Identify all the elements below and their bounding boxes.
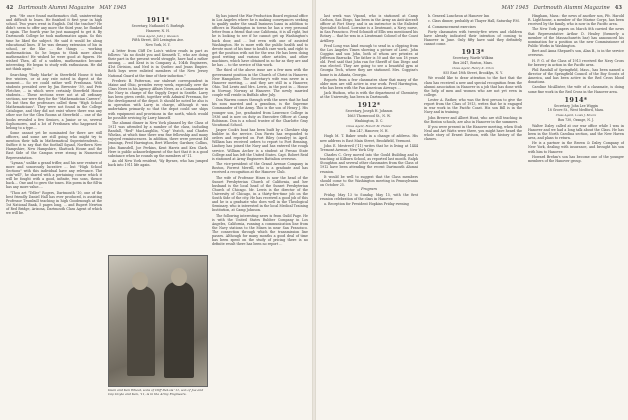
paragraph: He is a partner in the Brown & Daley Company of New York, dealing with insurance, and brought his son with him to Hanover. [528,141,624,154]
right-page-number: 43 [614,5,622,11]
paragraph: John E. Mestrevil ('11) writes that he is living at 1444 Tremont Avenue, New York City. [320,143,418,152]
paragraph: Frederic B. Patterson, our stalwart correspondent in Maine and Ohio, presides every week, especially over the Class News in his Agency Affairs News, as a Commander in the Navy in charge of the Supply Depot in Seattle. Larry has been given credit, together with Admiral Freeman, for the development of the depot. It should be noted he also is in operation with Larry in charge, although it was undertaken primarily so that the depot could use ships with equipment and provisions in the north, which would be possible sevicing by Larry himself. [108,78,208,120]
class-agent: Class Agent, Henry K. Urion [452,65,494,70]
paragraph: Ky has joined the War Production Board regional office in Los Angeles where he is making conveyances seeking to qualify under the small business loans in addition to officers in Washington in towns he has a very personal letter from a friend that one California, it is all right, but he is looking to see if he cannot get up Washington's back door, and ... but even with one of assisted Washington. He is more with the public health and to devote most of his time to health care work, and right to get the position with not for the war. He has been doing good writing and various other articles, and other machines, which have obtained in so far as they are and he has ... to the service of this work. [212,14,308,68]
paragraph: Friday, May 13 to Sunday, May 15, with the first reunion celebration of the class in Hanover. [320,193,418,202]
secretary-city: Washington, D. C. [354,119,384,124]
class-secretary: Secretary, John Lee Wiggin [554,103,598,108]
left-column-1 [6,14,102,414]
paragraph: Fred Long was kind enough to send in a clipping from the Los Angeles Times showing a picture of Lieut. John Coggins and son John, both of whom are privates at Jefferson Barracks. The father is 50 and the son 18 years old. Fred said that John ran for Sheriff of San Diego and was elected. They are going to see a beautiful gym at Georgia Tech, where they are stationed. Mrs. Coggins's home is in Atlanta, Georgia. [320,43,418,77]
paragraph: Bert and Anna Shepard's son, Alan B., is in the service overseas. [528,49,624,58]
right-page [316,0,628,420]
paragraph: Howard Brehm's son has become one of the younger members of the Hanover group. [528,154,624,163]
paragraph: A letter from Cliff De Lois's widow reads in part as follows: "As no doubt you and Kenneth T., who are doing their part in the present world struggle, have had a rather unsung, ... and Kent is in Company A, 104th Engineers, 41st Division, and Ned is in Quebec and Jeans Empire. Both boys were enlisted members of the New Jersey National Guard at the time of their induction." [108,48,208,78]
left-page-number: 42 [6,5,14,11]
paragraph: Forty classmates with twenty-five wives and children have already indicated their intention of coming to Hanover in June. Only fifty have said they definitely cannot come. [424,29,522,47]
right-issue: MAY 1945 [501,5,529,11]
secretary-address: 1663 Thornwood St., N. W. [347,114,391,119]
paragraph: "Lyman," unlike a grand trifler, and his new venture of more and sonorously lucrative ... but "High School Sections" with this individual have any relevance. The coin"will", he shared with a pertaining course which it will be fought with a good, infinite, two sons, thence back.... One and to grow the tones. His poem in the fill-in has any more value.... [6,160,102,190]
class-heading-1911: 1911* [146,16,170,24]
paragraph: We would like to draw attention to the fact that the class has received a new and special recognition from the alumni association in Hanover in a job that has done with the help of men and women who are not yet even in college. [424,76,522,97]
right-column-3 [528,14,624,414]
right-column-1 [320,14,418,414]
paragraph: Some cannot yet be nominated for there are still officers, and some are still going who might try to mention their talk in Mathematical Superintendents.... Suffice it to say that the football Squad, Northern New Hampshire, New Hampshire, Shattuck House and the East Side of the Campus were strong in Numerical Representation. [6,131,102,160]
right-magazine-title: Dartmouth Alumni Magazine [533,5,610,11]
agent-address: Fifth Street, 405 Lexington Ave. [132,38,184,43]
secretary-address: Hanover, N. H. [146,28,170,33]
paragraph: The following interesting news is from Guild Page. He is with the United States Rubber Company in Los Angeles, California, running a communication line from the Navy stations to the Mines in near San Francisco. The connection through which the transmission line passes. Although for many months a good deal of time has been spent on the study of pricing there is no definite result there has been no report ... [212,213,308,247]
left-issue: MAY 1945 [99,5,127,11]
secretary-address: 18 Grove St., West Medford, Mass. [547,108,605,113]
agent-address: Box 247, Hanover, N. H. [349,128,389,133]
paragraph: The New York papers on March 8th carried the news that Representative Arthur D. Healey (formerly a member of the Massachusetts bar) has announced his nomination for a position as the new Commissioner of Public Works in Washington. [528,27,624,48]
paragraph: last week was Vipond, who is stationed at Camp Carlson, San Diego, has been in the Army an Anti-Aircraft officer at Fort Story, and is an instructor in the Enlisted Specialist School. Lorraine is a lieutenant, a Navy nurse, in San Francisco. Fred Schmidt of Ellis was mentioned his Rotary ... that he was in a Lieutenant Colonel of the Coast Artillery. [320,14,418,43]
paragraph: "Thou art "Teller" Rogers, Dartmouth '10, one of the best friendly Daniel Hall has ever produced, is assisting Professor Trumbull teaching in high Goodenough at the 1st National Bank, 5 pages long, ... and Rupert Newton of Red Bridge, Arizona, Dartmouth Class Agent of which we will be. [6,190,102,216]
agent-address: Box 730, Orange, N. J. [558,118,594,123]
paragraph: The wife of Professor Hines is now the head of the Sunset Presbyterian Church of California, and her husband is the local head of the Sunset Presbyterian Church of Chicago. Mr. Lewis is the director of the University of Chicago, in a thirty-five-time job on the South Side of the city. He has received a good job of this and he is a graduate who does well in the Theological Seminary, who is interested in the local Medical Training Institution, at Camp Johnson. [212,175,308,213]
photo-caption: Dean and Ken Wheat, sons of Cliff DeLois '11, son of Joe and Cap Doyle and Ken, '11, is in the Army Engineers. [108,388,204,396]
paragraph: The vice-president of the Grand Avenue Company in Boston, Forrest Merrill, who is a graduate and has received a recognition at the Hanover Club. [212,162,308,175]
left-column-3 [212,14,308,414]
paragraph: H. P. G. of the Class of 1913 received the Navy Cross for bravery in action in the Pacific area. [528,58,624,67]
paragraph: The third of the above issue are a few men with the government position in the Church of Christ in Hanover, New Hampshire. The Secretary's wife was never in a Hanover meeting, ... and they are still in a Hanover, Ohio. Tod Lewis and Mrs. Lewis, in the post in ... House in Norway, Norway at Hanover. The newly married couple will reside in Buffalo after July. [212,68,308,97]
class-heading-1912: 1912* [357,101,381,110]
paragraph: Walter Daley called at our war office while I was in Hanover and we had a long talk about the Class. He has been in the North Carolina section, and the New Haven area, and plans to return. [528,123,624,141]
paragraph: Don Warren comes through with the news that he had his sons married and a grandson, is the Supreme Commander of the Army. This is the son of Henry J. His younger son, Joe, graduated from Lawrence College in 1936 and is now on duty as Executive Officer at Camp Robinson. Don is a school trustee of the Charlotte Gray Vocational School. [212,98,308,127]
paragraph: Charles C. Grey moved into the Gould Building and is teaching at Kilburn School, as reported last month. Ralph Stoughton and several other classmates from the Class of 1912 have been attending the recent Dartmouth Alumni reunion. [320,153,418,174]
paragraph: Searching "Rudy Marks" in Steerfield House it took five winters, or at any rate noted in digest at the moment.... So we could rather well Freshman. With students presided over by Jim Brewster '39, and Pete Fletcher, ... in which were certainly Steerfield House students.... These sections were not at all ordinary sections, nor were they for the "Mathematician Careers". No but then the professors called them "High School Mathematicians". They were not found in the College Catalogue, and they did not exist where there was any other use for the Glen Rooms at Steerfield ... one of the books revealed a few Seniors, a Junior or so, several Sophomores, and a lot of Freshmen who happened to belong to a type.... [6,72,102,130]
paragraph: John Brewer and Albert Hunt, who are still teaching in the Boston schools, are also in Hanover in the summers. [424,115,522,124]
program-event: c. Class dinner, probably at Thayer Hall, Saturday P.M. [428,19,520,24]
paragraph: Lester A. Rather, who was the first person to give the report from the Class of 1913, writes that he is engaged in war work in the Pacific Coast. His son Bill is in the Navy and in training. [424,98,522,115]
program-event: a. Reception for President Hopkins Friday evening [324,202,409,207]
class-photo [108,255,208,387]
paragraph: Hugh M. T. Baker sends in a change of address. His new address is East Main Street, Brookfield, Vermont. [320,134,418,143]
left-magazine-title: Dartmouth Alumni Magazine [18,5,95,11]
paragraph: The alumni dinner in New York planned by the Class of 1911 was attended by a number of the class, including Randall, "Red" MacLaughlin, "Cap" Yeatch, and Charles Whelan, at which time there was fine fellowship and many enjoyed reminiscences. In addition, there were present Ed Jennings, Fred Harrington, Bert Wheeler, Gardner, Collins, John Ramsdell, Joe Perkins, Kent Harris and Ken Clark. Here is public acknowledgment of the fact that it is a good substance when he rounds up the members of '11. [108,120,208,158]
class-agent: Class Agent, John J. Gleason [137,33,179,38]
program-event: b. General Luncheon at Hanover Inn [428,14,490,18]
paragraph: Caroline McAllister, the wife of a classmate, is doing some fine work in the Red Cross in the Hanover area. [528,85,624,94]
agent-address: 855 East 18th Street, Brooklyn, N. Y. [443,70,503,75]
paragraph: If you were present in the Hanover meeting, when Stub Neal and Art Watts were there, you might have heard the whole story of Ernest Davison, with the history of the classes. [424,125,522,142]
program-event: d. Commencement exercises [428,24,476,29]
photo-figure-right [164,282,194,378]
paragraph: An old New York resident, "Ky Byrnes, who has jumped back into 1911 life again. [108,158,208,168]
left-page [0,0,312,420]
class-heading-1913: 1913* [461,48,485,57]
class-agent: Class Agent, Robert M. Hunter [346,123,392,128]
left-running-head [6,5,126,11]
class-secretary: Secretary, Warde Wilkins [452,56,494,61]
photo-figure-left [127,286,155,376]
photo-head-right [171,268,187,286]
photo-head-left [132,272,148,290]
program-title: Program [361,187,377,192]
class-agent: Class Agent, Louis J. Moore [555,113,597,118]
agent-city: New York, N. Y. [145,43,171,48]
paragraph: Phil Randall of Springfield, Mass., has been named a director of the Springfield Council of the Boy Scouts of America, and has been active in the Red Cross blood donations. [528,67,624,85]
paragraph: pen. "He once found mathematics dull, uninteresting and difficult to learn. He finished it first year in high school. Two years went in English. Did the teacher? He didn't seem to offer any more the third year, he flunked it again. The fourth year he just managed to get it. By Dartmouth College he took mathematics again. So this time he liked the subject. He said it would be along educational lines. If he was dreamy extension of his in school, or the like ... the things ... working mathematician. So he began to think more about mathematics! He wished he were good at figures. He wished Then, all of a sudden, mathematics became interesting. He began to study with enthusiasm. He did not think again." [6,14,102,72]
paragraph: Hingham, Mass.: the news of another son, Pfc. Harold R. Lighthouse, a member of the Marine Corps, has been received by the family, who is now in the Pacific area. [528,14,624,27]
paragraph: Reports from a few classmates show that many of the older men are still active in war work. Fred Harrington, who has been with the Pan American Airways ... [320,77,418,90]
right-column-2 [424,14,522,414]
paragraph: Jack Hudson, who is with the department of Chemistry at the University, has been in Dartmouth. [320,91,418,100]
class-secretary: Secretary, Joseph H. Johnson [345,109,393,114]
paragraph: Jasper Cook's boat has been built by a Cheshire ship builder in the service. Don Farris has responded to orders and reported on Fort Riley (cavalry) in April. William has received orders to report to Fort Benning, Lindsey has joined the Navy and has entered the rough service. William Archer is a student at Fresno State College and has left the United States. Capt. Robert Reid is stationed at Army Engineers Battalion overseas. [212,128,308,161]
secretary-address: Box 2647, Boston, Mass. [453,61,493,66]
paragraph: It would be well to suggest that the Class members should come to the Washington meeting in Pennsylvania on October 25. [320,174,418,188]
right-running-head [502,5,622,11]
left-column-2 [108,14,208,252]
class-heading-1914: 1914* [564,95,588,104]
class-secretary: Secretary, Nathaniel G. Burleigh [131,24,185,28]
